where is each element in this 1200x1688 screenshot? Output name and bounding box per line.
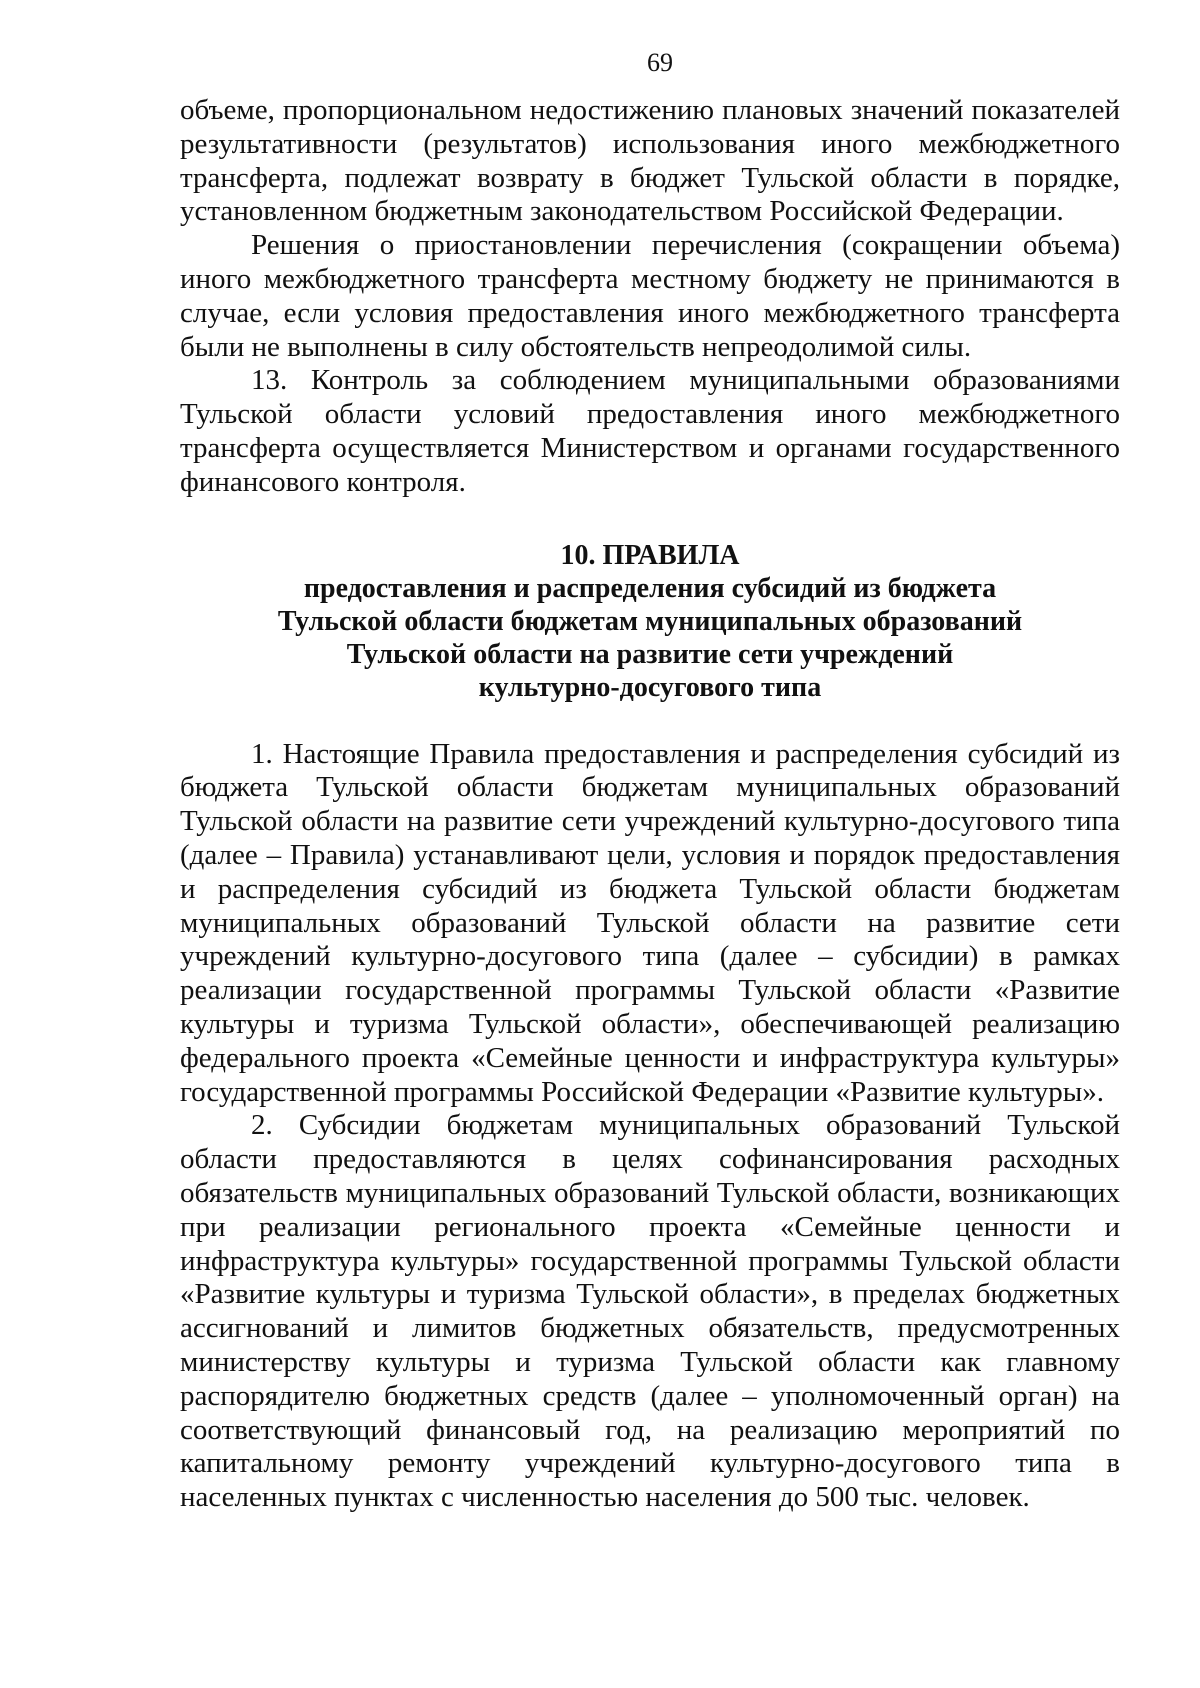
paragraph-budget-return: объеме, пропорциональном недостижению плановых значений показателей результативности (результатов) использования иного межбюджетного трансферта, подлежат возврату в бюджет Тульской области в порядке, установленном бюджетным законодательством Российской Федерации. bbox=[180, 94, 1120, 228]
section-title-line: Тульской области бюджетам муниципальных образований bbox=[277, 605, 1023, 637]
paragraph-suspension-decision: Решения о приостановлении перечисления (сокращении объема) иного межбюджетного трансферта местному бюджету не принимаются в случае, если условия предоставления иного межбюджетного трансферта были не выполнены в силу обстоятельств непреодолимой силы. bbox=[180, 229, 1120, 363]
paragraph-item-2-subsidies: 2. Субсидии бюджетам муниципальных образований Тульской области предоставляются в целях софинансирования расходных обязательств муниципальных образований Тульской области, возникающих при реализации регионального проекта «Семейные ценности и инфраструктура культуры» государственной программы Тульской области «Развитие культуры и туризма Тульской области», в пределах бюджетных ассигнований и лимитов бюджетных обязательств, предусмотренных министерству культуры и туризма Тульской области как главному распорядителю бюджетных средств (далее – уполномоченный орган) на соответствующий финансовый год, на реализацию мероприятий по капитальному ремонту учреждений культурно-досугового типа в населенных пунктах с численностью населения до 500 тыс. человек. bbox=[180, 1109, 1120, 1514]
section-number: 10. ПРАВИЛА bbox=[560, 539, 740, 571]
document-page bbox=[180, 48, 1120, 1515]
section-title-line: предоставления и распределения субсидий из бюджета bbox=[303, 572, 997, 604]
section-title-line: культурно-досугового типа bbox=[478, 671, 822, 703]
section-heading bbox=[180, 539, 1120, 704]
paragraph-item-13-control: 13. Контроль за соблюдением муниципальными образованиями Тульской области условий предоставления иного межбюджетного трансферта осуществляется Министерством и органами государственного финансового контроля. bbox=[180, 364, 1120, 498]
section-title-line: Тульской области на развитие сети учреждений bbox=[346, 638, 954, 670]
page-number: 69 bbox=[647, 48, 673, 77]
paragraph-item-1-rules: 1. Настоящие Правила предоставления и распределения субсидий из бюджета Тульской области бюджетам муниципальных образований Тульской области на развитие сети учреждений культурно-досугового типа (далее – Правила) устанавливают цели, условия и порядок предоставления и распределения субсидий из бюджета Тульской области бюджетам муниципальных образований Тульской области на развитие сети учреждений культурно-досугового типа (далее – субсидии) в рамках реализации государственной программы Тульской области «Развитие культуры и туризма Тульской области», обеспечивающей реализацию федерального проекта «Семейные ценности и инфраструктура культуры» государственной программы Российской Федерации «Развитие культуры». bbox=[180, 737, 1120, 1108]
